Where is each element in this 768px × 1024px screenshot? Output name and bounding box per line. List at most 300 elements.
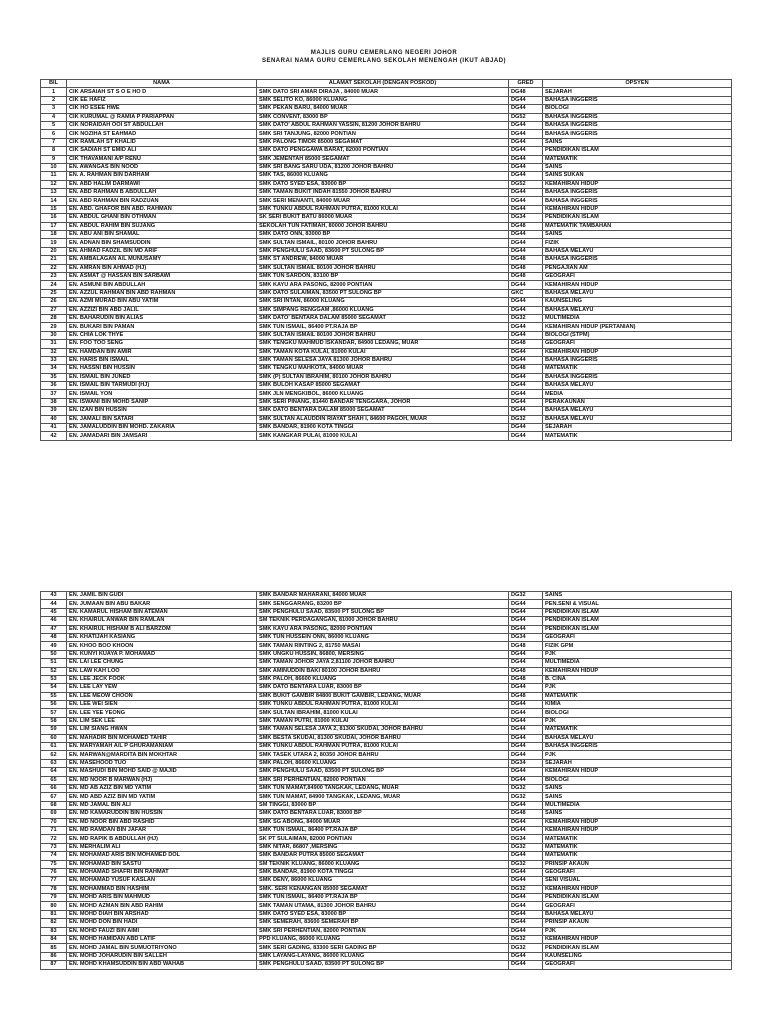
cell-gred: DG44 [509, 952, 543, 960]
table-row [41, 130, 732, 138]
cell-nama: EN. LEE LAY YEW [67, 684, 257, 692]
cell-nama: EN. ASMAT @ HASSAN BIN SARBAWI [67, 272, 257, 280]
table-row [41, 793, 732, 801]
cell-opsyen: BAHASA MELAYU [543, 734, 732, 742]
cell-gred: GKC [509, 289, 543, 297]
cell-opsyen: SEJARAH [543, 88, 732, 96]
cell-gred: DG44 [509, 709, 543, 717]
cell-opsyen: SAINS [543, 138, 732, 146]
cell-bil: 54 [41, 684, 67, 692]
cell-alamat: SMK DATO' ABDUL RAHMAN YASSIN, 81200 JOHOR BAHRU [257, 121, 509, 129]
cell-nama: CIK ARSAIAH ST S O E HO D [67, 88, 257, 96]
table-row [41, 885, 732, 893]
cell-bil: 82 [41, 919, 67, 927]
cell-gred: DG44 [509, 659, 543, 667]
cell-opsyen: PENDIDIKAN ISLAM [543, 147, 732, 155]
cell-alamat: SMK TAMAN SELESA JAYA 81300 JOHOR BAHRU [257, 356, 509, 364]
cell-nama: EN. CHIA LOK THYE [67, 331, 257, 339]
cell-bil: 35 [41, 373, 67, 381]
teacher-table-part1 [40, 79, 732, 441]
cell-gred: DG44 [509, 163, 543, 171]
table-row [41, 818, 732, 826]
table-row [41, 868, 732, 876]
cell-nama: EN. MD JAMAL BIN ALI [67, 801, 257, 809]
cell-nama: EN. MARWAN@MARDITA BIN MOKHTAR [67, 751, 257, 759]
table-row [41, 684, 732, 692]
cell-opsyen: MATEMATIK [543, 155, 732, 163]
cell-nama: EN. BAHARUDIN BIN ALIAS [67, 314, 257, 322]
cell-nama: EN. MOHD JAMAL BIN SUMUOTRIYONO [67, 944, 257, 952]
cell-opsyen: BAHASA INGGERIS [543, 373, 732, 381]
cell-opsyen: KEMAHIRAN HIDUP [543, 936, 732, 944]
cell-opsyen: MATEMATIK [543, 843, 732, 851]
cell-alamat: SMK TUN SARDON, 83100 BP [257, 272, 509, 280]
cell-gred: DG48 [509, 365, 543, 373]
cell-nama: EN. LEE WEI SIEN [67, 701, 257, 709]
cell-alamat: SMK PENGHULU SAAD, 83500 PT SULONG BP [257, 961, 509, 969]
cell-alamat: SMK SULTAN ALAUDDIN RIAYAT SHAH I, 84600 PAGOH, MUAR [257, 415, 509, 423]
cell-opsyen: BAHASA MELAYU [543, 910, 732, 918]
cell-nama: EN. MOHAMAD SHAFRI BIN RAHMAT [67, 868, 257, 876]
cell-bil: 79 [41, 894, 67, 902]
table-row [41, 264, 732, 272]
cell-nama: EN. JAMALUDDIN BIN MOHD. ZAKARIA [67, 424, 257, 432]
column-header-gred: GRED [509, 80, 543, 88]
cell-alamat: SEKOLAH TUN FATIMAH, 80000 JOHOR BAHRU [257, 222, 509, 230]
cell-opsyen: BAHASA INGGERIS [543, 256, 732, 264]
cell-bil: 14 [41, 197, 67, 205]
cell-gred: DG48 [509, 272, 543, 280]
cell-alamat: SMK BANDAR, 81900 KOTA TINGGI [257, 424, 509, 432]
cell-bil: 43 [41, 592, 67, 600]
cell-gred: DG52 [509, 113, 543, 121]
cell-alamat: SMK TENGKU MAHMUD ISKANDAR, 84900 LEDANG, MUAR [257, 340, 509, 348]
table-row [41, 306, 732, 314]
cell-alamat: SMK PALOH, 86600 KLUANG [257, 759, 509, 767]
cell-alamat: SMK SERI MENANTI, 84000 MUAR [257, 197, 509, 205]
cell-opsyen: MULTIMEDIA [543, 801, 732, 809]
cell-bil: 86 [41, 952, 67, 960]
cell-nama: EN. MOHAMMAD BIN HASHIM [67, 885, 257, 893]
table-row [41, 96, 732, 104]
cell-bil: 73 [41, 843, 67, 851]
cell-opsyen: MATEMATIK [543, 365, 732, 373]
cell-bil: 64 [41, 768, 67, 776]
table-row [41, 759, 732, 767]
cell-nama: EN. MOHD DON BIN HADI [67, 919, 257, 927]
cell-nama: EN. AWANGAS BIN NOOD [67, 163, 257, 171]
cell-bil: 78 [41, 885, 67, 893]
cell-nama: EN. MARYAMAH A/L P GHURAMANIAM [67, 743, 257, 751]
cell-alamat: SMK TAMAN JOHOR JAYA 2,81100 JOHOR BAHRU [257, 659, 509, 667]
cell-bil: 41 [41, 424, 67, 432]
cell-opsyen: KAUNSELING [543, 298, 732, 306]
cell-alamat: SMK NITAR, 86807 ,MERSING [257, 843, 509, 851]
cell-bil: 11 [41, 172, 67, 180]
cell-nama: EN. AHMAD FADZIL BIN MD ARIF [67, 247, 257, 255]
cell-nama: EN. ISMAIL YON [67, 390, 257, 398]
cell-nama: EN. MERHALIM ALI [67, 843, 257, 851]
cell-alamat: SMK DATO PENGGAWA BARAT, 82000 PONTIAN [257, 147, 509, 155]
cell-bil: 32 [41, 348, 67, 356]
cell-bil: 16 [41, 214, 67, 222]
cell-alamat: SMK DATO SRI AMAR DIRAJA , 84000 MUAR [257, 88, 509, 96]
cell-nama: EN. AMBALAGAN A/L MUNUSAMY [67, 256, 257, 264]
cell-bil: 61 [41, 743, 67, 751]
cell-nama: EN. MOHD DIAH BIN ARSHAD [67, 910, 257, 918]
table-row [41, 709, 732, 717]
table-row [41, 281, 732, 289]
cell-opsyen: PJK [543, 927, 732, 935]
table-row [41, 751, 732, 759]
table-row [41, 801, 732, 809]
cell-opsyen: KEMAHIRAN HIDUP [543, 667, 732, 675]
cell-bil: 9 [41, 155, 67, 163]
cell-opsyen: MATEMATIK [543, 726, 732, 734]
cell-gred: DG44 [509, 306, 543, 314]
cell-nama: EN. A. RAHMAN BIN DARHAM [67, 172, 257, 180]
cell-opsyen: BAHASA INGGERIS [543, 356, 732, 364]
cell-nama: EN. MOHD KHAMSUDDIN BIN ABD WAHAB [67, 961, 257, 969]
cell-bil: 67 [41, 793, 67, 801]
cell-opsyen: PENDIDIKAN ISLAM [543, 894, 732, 902]
cell-gred: DG34 [509, 835, 543, 843]
cell-nama: EN. LIM SIANG HWAN [67, 726, 257, 734]
cell-bil: 49 [41, 642, 67, 650]
cell-nama: EN. AZZUL RAHMAN BIN ABD RAHMAN [67, 289, 257, 297]
table-row [41, 105, 732, 113]
table-row [41, 314, 732, 322]
cell-bil: 52 [41, 667, 67, 675]
cell-bil: 77 [41, 877, 67, 885]
table-row [41, 121, 732, 129]
cell-alamat: SMK PENGHULU SAAD, 83500 PT SULONG BP [257, 608, 509, 616]
cell-nama: EN. KHATIJAH KASIANG [67, 633, 257, 641]
cell-alamat: SMK TAS, 86000 KLUANG [257, 172, 509, 180]
cell-nama: EN. HASSNI BIN HUSSIN [67, 365, 257, 373]
cell-alamat: SMK TASEK UTARA 2, 80350 JOHOR BAHRU [257, 751, 509, 759]
cell-bil: 8 [41, 147, 67, 155]
cell-nama: CIK RAMLAH ST KHALID [67, 138, 257, 146]
cell-opsyen: SAINS [543, 793, 732, 801]
cell-bil: 72 [41, 835, 67, 843]
cell-bil: 68 [41, 801, 67, 809]
table-row [41, 382, 732, 390]
cell-bil: 30 [41, 331, 67, 339]
cell-gred: DG44 [509, 910, 543, 918]
table-row [41, 608, 732, 616]
cell-alamat: SMK DATO BENTARA LUAR, 83000 BP [257, 810, 509, 818]
table-row [41, 432, 732, 440]
cell-nama: CIK NORAIDAH OOI ST ABDULLAH [67, 121, 257, 129]
cell-alamat: SMK BUKIT GAMBIR 84800 BUKIT GAMBIR, LEDANG, MUAR [257, 692, 509, 700]
cell-nama: EN. MD RAPIK B ABDULLAH (HJ) [67, 835, 257, 843]
table-row [41, 340, 732, 348]
cell-bil: 42 [41, 432, 67, 440]
cell-gred: DG44 [509, 894, 543, 902]
cell-nama: EN. ABD HALIM DARMAWI [67, 180, 257, 188]
cell-opsyen: KEMAHIRAN HIDUP [543, 826, 732, 834]
cell-gred: DG32 [509, 843, 543, 851]
cell-nama: EN. JUMAAN BIN ABU BAKAR [67, 600, 257, 608]
cell-nama: EN. ADNAN BIN SHAMSUDDIN [67, 239, 257, 247]
table-row [41, 659, 732, 667]
cell-alamat: SMK DATO SULAIMAN, 83500 PT SULONG BP [257, 289, 509, 297]
cell-gred: DG52 [509, 180, 543, 188]
cell-bil: 6 [41, 130, 67, 138]
table-row [41, 625, 732, 633]
cell-gred: DG32 [509, 415, 543, 423]
cell-nama: EN. MD ABD AZIZ BIN MD YATIM [67, 793, 257, 801]
table-row [41, 331, 732, 339]
cell-gred: DG32 [509, 885, 543, 893]
cell-opsyen: BAHASA MELAYU [543, 415, 732, 423]
table-row [41, 356, 732, 364]
cell-opsyen: SAINS [543, 784, 732, 792]
cell-bil: 57 [41, 709, 67, 717]
cell-alamat: SK SERI BUKIT BATU 86000 MUAR [257, 214, 509, 222]
cell-gred: DG44 [509, 298, 543, 306]
cell-nama: EN. LEE YEE YEONG [67, 709, 257, 717]
cell-bil: 29 [41, 323, 67, 331]
cell-bil: 65 [41, 776, 67, 784]
cell-opsyen: BAHASA INGGERIS [543, 96, 732, 104]
cell-alamat: SMK AMINUDDIN BAKI 80100 JOHOR BAHRU [257, 667, 509, 675]
cell-nama: EN. MD NOOR B MARWAN (HJ) [67, 776, 257, 784]
cell-alamat: SMK JEMENTAH 85000 SEGAMAT [257, 155, 509, 163]
cell-opsyen: BAHASA INGGERIS [543, 197, 732, 205]
table-row [41, 952, 732, 960]
cell-opsyen: SEJARAH [543, 759, 732, 767]
table-row [41, 231, 732, 239]
table-row [41, 910, 732, 918]
cell-bil: 33 [41, 356, 67, 364]
cell-alamat: SMK TUN ISMAIL, 86400 PT.RAJA BP [257, 323, 509, 331]
cell-nama: EN. ABD. GHAFOR BIN ABD. RAHMAN [67, 205, 257, 213]
cell-gred: DG48 [509, 340, 543, 348]
cell-gred: DG48 [509, 642, 543, 650]
cell-gred: DG44 [509, 390, 543, 398]
table-row [41, 919, 732, 927]
cell-gred: DG44 [509, 407, 543, 415]
cell-bil: 45 [41, 608, 67, 616]
cell-opsyen: SENI VISUAL [543, 877, 732, 885]
cell-nama: EN. MOHAMAD BIN SASTU [67, 860, 257, 868]
cell-opsyen: KIMIA [543, 701, 732, 709]
cell-alamat: SMK TAMAN BUKIT INDAH 81550 JOHOR BAHRU [257, 189, 509, 197]
cell-nama: EN. KUNYI KUAYA P. MOHAMAD [67, 650, 257, 658]
cell-nama: EN. ISMAIL BIN TARMUDI (HJ) [67, 382, 257, 390]
cell-bil: 21 [41, 256, 67, 264]
cell-bil: 83 [41, 927, 67, 935]
cell-gred: DG44 [509, 197, 543, 205]
cell-opsyen: GEOGRAFI [543, 868, 732, 876]
column-header-bil: BIL [41, 80, 67, 88]
cell-gred: DG44 [509, 726, 543, 734]
cell-nama: EN. MD AB AZIZ BIN MD YATIM [67, 784, 257, 792]
cell-opsyen: KAUNSELING [543, 952, 732, 960]
cell-alamat: SMK TUNKU ABDUL RAHMAN PUTRA, 81000 KULAI [257, 701, 509, 709]
cell-alamat: SMK TUN ISMAIL, 86400 PT.RAJA BP [257, 894, 509, 902]
cell-gred: DG44 [509, 373, 543, 381]
cell-nama: EN. AZMI MURAD BIN ABU YATIM [67, 298, 257, 306]
cell-bil: 84 [41, 936, 67, 944]
cell-alamat: SMK KAYU ARA PASONG, 82000 PONTIAN [257, 625, 509, 633]
table-row [41, 189, 732, 197]
cell-nama: EN. MD RAMDAN BIN JAFAR [67, 826, 257, 834]
cell-nama: EN. MOHD ARIS BIN MAHMUD [67, 894, 257, 902]
cell-alamat: SMK DATO ONN, 83000 BP [257, 231, 509, 239]
cell-bil: 28 [41, 314, 67, 322]
table-row [41, 214, 732, 222]
cell-bil: 37 [41, 390, 67, 398]
cell-nama: EN. LAI LEE CHUNG [67, 659, 257, 667]
cell-gred: DG44 [509, 801, 543, 809]
cell-nama: EN. BUKARI BIN PAMAN [67, 323, 257, 331]
cell-alamat: SMK SENGGARANG, 83200 BP [257, 600, 509, 608]
cell-gred: DG44 [509, 852, 543, 860]
column-header-alamat: ALAMAT SEKOLAH (DENGAN POSKOD) [257, 80, 509, 88]
cell-nama: EN. MOHAMAD YUSUF KASLAN [67, 877, 257, 885]
cell-bil: 12 [41, 180, 67, 188]
cell-alamat: SMK SRI INTAN, 86000 KLUANG [257, 298, 509, 306]
table-row [41, 633, 732, 641]
cell-nama: CIK THAVAMANI A/P RENU [67, 155, 257, 163]
table-row [41, 289, 732, 297]
cell-alamat: SMK PALONG TIMOR 85000 SEGAMAT [257, 138, 509, 146]
cell-nama: CIK SADIAH ST EMID ALI [67, 147, 257, 155]
cell-opsyen: PJK [543, 684, 732, 692]
column-header-opsyen: OPSYEN [543, 80, 732, 88]
cell-gred: DG44 [509, 961, 543, 969]
cell-gred: DG44 [509, 743, 543, 751]
cell-gred: DG44 [509, 826, 543, 834]
cell-gred: DG48 [509, 810, 543, 818]
heading-list-title: SENARAI NAMA GURU CEMERLANG SEKOLAH MENENGAH (IKUT ABJAD) [261, 58, 507, 64]
cell-opsyen: MEDIA [543, 390, 732, 398]
cell-opsyen: MULTIMEDIA [543, 314, 732, 322]
cell-nama: EN. ISMAIL BIN JUNED [67, 373, 257, 381]
cell-gred: DG48 [509, 222, 543, 230]
cell-gred: DG44 [509, 130, 543, 138]
cell-opsyen: KEMAHIRAN HIDUP [543, 180, 732, 188]
cell-alamat: SMK UNGKU HUSSIN, 86800, MERSING [257, 650, 509, 658]
cell-nama: EN. ISWANI BIN MOHD SANIP [67, 398, 257, 406]
cell-opsyen: BAHASA MELAYU [543, 289, 732, 297]
cell-opsyen: BAHASA INGGERIS [543, 743, 732, 751]
cell-nama: EN. MASHUDI BIN MOHD SAID @ MAJID [67, 768, 257, 776]
cell-gred: DG44 [509, 281, 543, 289]
cell-bil: 44 [41, 600, 67, 608]
cell-opsyen: BAHASA INGGERIS [543, 113, 732, 121]
cell-bil: 7 [41, 138, 67, 146]
table-row [41, 902, 732, 910]
table-row [41, 743, 732, 751]
cell-alamat: SMK DATO BENTARA LUAR, 83000 BP [257, 684, 509, 692]
cell-nama: EN. KHAIRUL HISHAM B ALI BARZOM [67, 625, 257, 633]
cell-bil: 26 [41, 298, 67, 306]
cell-nama: EN. AZZIZI BIN ABD JALIL [67, 306, 257, 314]
cell-opsyen: MATEMATIK [543, 692, 732, 700]
cell-nama: EN. ABDUL RAHIM BIN SUJANG [67, 222, 257, 230]
cell-gred: DG44 [509, 323, 543, 331]
cell-bil: 66 [41, 784, 67, 792]
table-row [41, 323, 732, 331]
cell-gred: DG44 [509, 382, 543, 390]
cell-gred: DG48 [509, 675, 543, 683]
cell-nama: EN. KHAIRUL ANWAR BIN RAMLAN [67, 617, 257, 625]
table-row [41, 784, 732, 792]
cell-opsyen: KEMAHIRAN HIDUP [543, 281, 732, 289]
cell-gred: DG44 [509, 398, 543, 406]
cell-bil: 10 [41, 163, 67, 171]
cell-bil: 19 [41, 239, 67, 247]
cell-opsyen: GEOGRAFI [543, 633, 732, 641]
cell-nama: EN. LAW KAH LOO [67, 667, 257, 675]
cell-nama: EN. MOHAMAD ARIS BIN MOHAMED DOL [67, 852, 257, 860]
cell-gred: DG32 [509, 793, 543, 801]
cell-alamat: SMK SG ABONG, 84000 MUAR [257, 818, 509, 826]
cell-alamat: SMK SULTAN ISMAIL 80100 JOHOR BAHRU [257, 264, 509, 272]
cell-gred: DG44 [509, 617, 543, 625]
cell-gred: DG44 [509, 927, 543, 935]
cell-nama: EN. LIM SEK LEE [67, 717, 257, 725]
table-row [41, 726, 732, 734]
cell-nama: EN. MOHD AZMAN BIN ABD RAHIM [67, 902, 257, 910]
cell-gred: DG44 [509, 356, 543, 364]
cell-opsyen: BAHASA MELAYU [543, 382, 732, 390]
cell-opsyen: BAHASA MELAYU [543, 247, 732, 255]
cell-bil: 25 [41, 289, 67, 297]
table-row [41, 398, 732, 406]
cell-alamat: SMK DATO BENTARA DALAM 85000 SEGAMAT [257, 407, 509, 415]
cell-nama: EN. MOHD FAUZI BIN AIMI [67, 927, 257, 935]
cell-nama: EN. JAMALI BIN SATARI [67, 415, 257, 423]
cell-gred: DG44 [509, 172, 543, 180]
cell-bil: 58 [41, 717, 67, 725]
cell-opsyen: GEOGRAFI [543, 902, 732, 910]
cell-opsyen: BAHASA MELAYU [543, 407, 732, 415]
cell-opsyen: KEMAHIRAN HIDUP (PERTANIAN) [543, 323, 732, 331]
cell-alamat: SK PT SULAIMAN, 82000 PONTIAN [257, 835, 509, 843]
cell-gred: DG44 [509, 96, 543, 104]
cell-opsyen: PJK [543, 751, 732, 759]
cell-gred: DG44 [509, 902, 543, 910]
cell-nama: EN. MD NOOR BIN ABD RASHID [67, 818, 257, 826]
cell-gred: DG32 [509, 592, 543, 600]
cell-gred: DG44 [509, 247, 543, 255]
cell-opsyen: PENDIDIKAN ISLAM [543, 944, 732, 952]
cell-nama: EN. ABD RAHMAN B ABDULLAH [67, 189, 257, 197]
cell-opsyen: KEMAHIRAN HIDUP [543, 205, 732, 213]
cell-opsyen: GEOGRAFI [543, 961, 732, 969]
cell-alamat: SMK TAMAN UTAMA, 81300 JOHOR BAHRU [257, 902, 509, 910]
cell-gred: DG44 [509, 751, 543, 759]
cell-bil: 51 [41, 659, 67, 667]
cell-bil: 63 [41, 759, 67, 767]
table-row [41, 298, 732, 306]
cell-bil: 23 [41, 272, 67, 280]
cell-opsyen: FIZIK [543, 239, 732, 247]
table-row [41, 348, 732, 356]
cell-bil: 74 [41, 852, 67, 860]
cell-opsyen: MULTIMEDIA [543, 659, 732, 667]
cell-alamat: SMK BANDAR PUTRA 85000 SEGAMAT [257, 852, 509, 860]
cell-gred: DG44 [509, 608, 543, 616]
cell-opsyen: PRINSIP AKAUN [543, 860, 732, 868]
cell-alamat: SMK SRI BANG SARU UDA, 81200 JOHOR BAHRU [257, 163, 509, 171]
cell-gred: DG44 [509, 348, 543, 356]
